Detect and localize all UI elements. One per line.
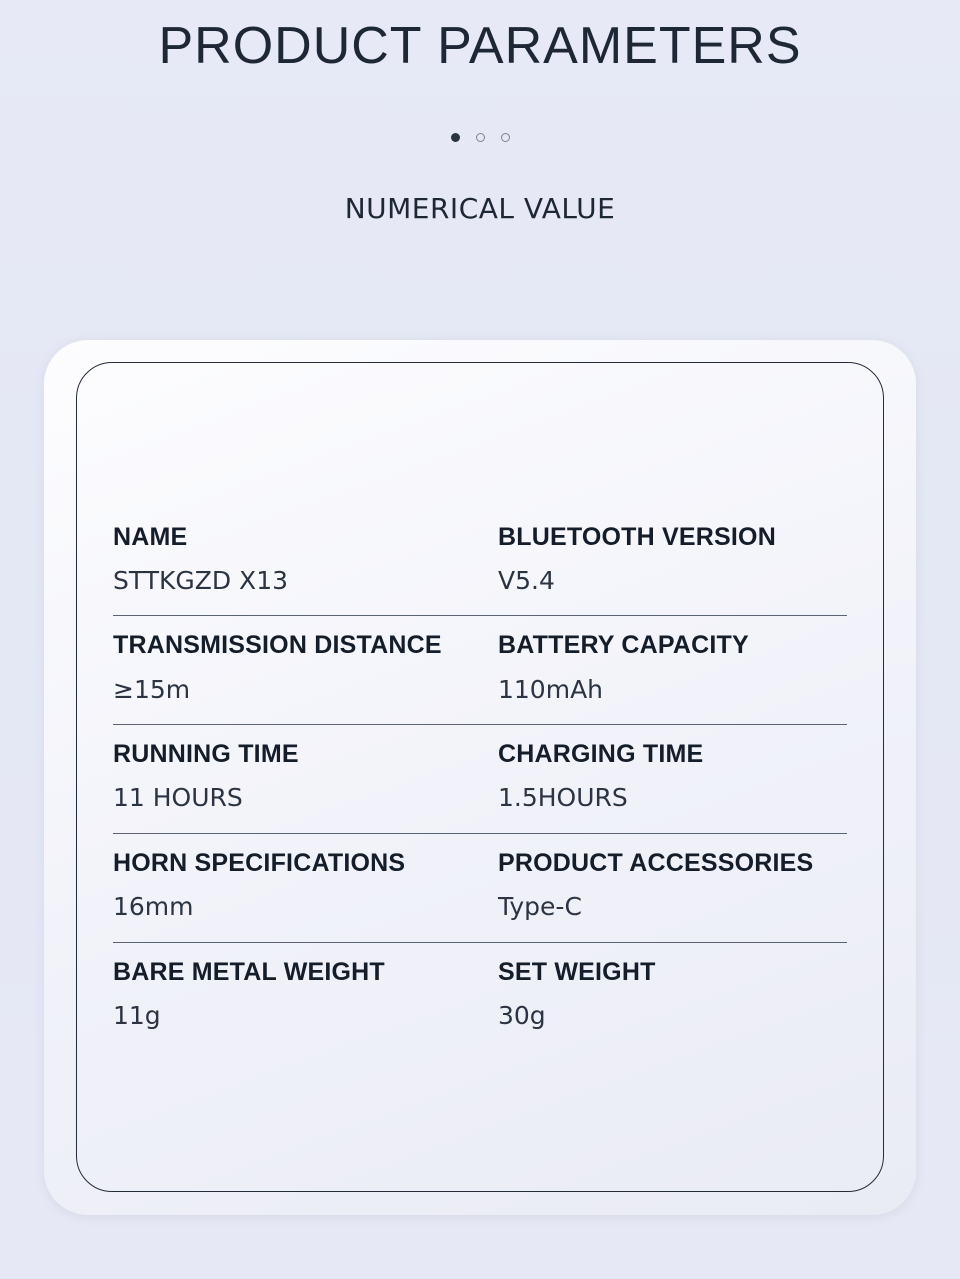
spec-label: SET WEIGHT	[498, 957, 656, 986]
spec-cell-charging-time	[480, 739, 847, 815]
spec-label: HORN SPECIFICATIONS	[113, 848, 406, 877]
spec-cell-running-time	[113, 739, 480, 815]
spec-card-border	[76, 362, 884, 1192]
spec-value: 110mAh	[498, 674, 604, 704]
spec-label: NAME	[113, 522, 188, 551]
spec-cell-product-accessories	[480, 848, 847, 924]
spec-label: BLUETOOTH VERSION	[498, 522, 776, 551]
pagination-dot-1[interactable]	[451, 133, 460, 142]
spec-value: ≥15m	[113, 674, 191, 704]
spec-value: 1.5HOURS	[498, 783, 628, 813]
spec-label: CHARGING TIME	[498, 740, 704, 769]
spec-label: TRANSMISSION DISTANCE	[113, 631, 442, 660]
table-row	[113, 725, 847, 834]
spec-value: V5.4	[498, 565, 555, 595]
spec-label: RUNNING TIME	[113, 740, 299, 769]
spec-cell-set-weight	[480, 957, 847, 1033]
spec-value: STTKGZD X13	[113, 565, 288, 595]
page-subtitle: NUMERICAL VALUE	[344, 192, 616, 226]
spec-label: PRODUCT ACCESSORIES	[498, 848, 814, 877]
product-parameters-page	[0, 17, 960, 1030]
spec-value: 11 HOURS	[113, 783, 243, 813]
pagination-dot-2[interactable]	[476, 133, 485, 142]
pagination-dots	[0, 133, 960, 142]
table-row	[113, 943, 847, 1051]
spec-cell-battery-capacity	[480, 630, 847, 706]
page-title: PRODUCT PARAMETERS	[158, 17, 802, 75]
spec-value: 11g	[113, 1000, 161, 1030]
spec-cell-horn-specifications	[113, 848, 480, 924]
spec-cell-transmission-distance	[113, 630, 480, 706]
pagination-dot-3[interactable]	[501, 133, 510, 142]
table-row	[113, 508, 847, 617]
spec-cell-bare-metal-weight	[113, 957, 480, 1033]
table-row	[113, 834, 847, 943]
spec-table	[113, 363, 847, 1191]
spec-label: BARE METAL WEIGHT	[113, 957, 385, 986]
spec-value: Type-C	[498, 892, 582, 922]
table-row	[113, 616, 847, 725]
spec-label: BATTERY CAPACITY	[498, 631, 749, 660]
spec-value: 30g	[498, 1000, 546, 1030]
spec-card	[44, 340, 916, 1215]
spec-cell-bluetooth-version	[480, 522, 847, 598]
spec-cell-name	[113, 522, 480, 598]
spec-value: 16mm	[113, 892, 194, 922]
